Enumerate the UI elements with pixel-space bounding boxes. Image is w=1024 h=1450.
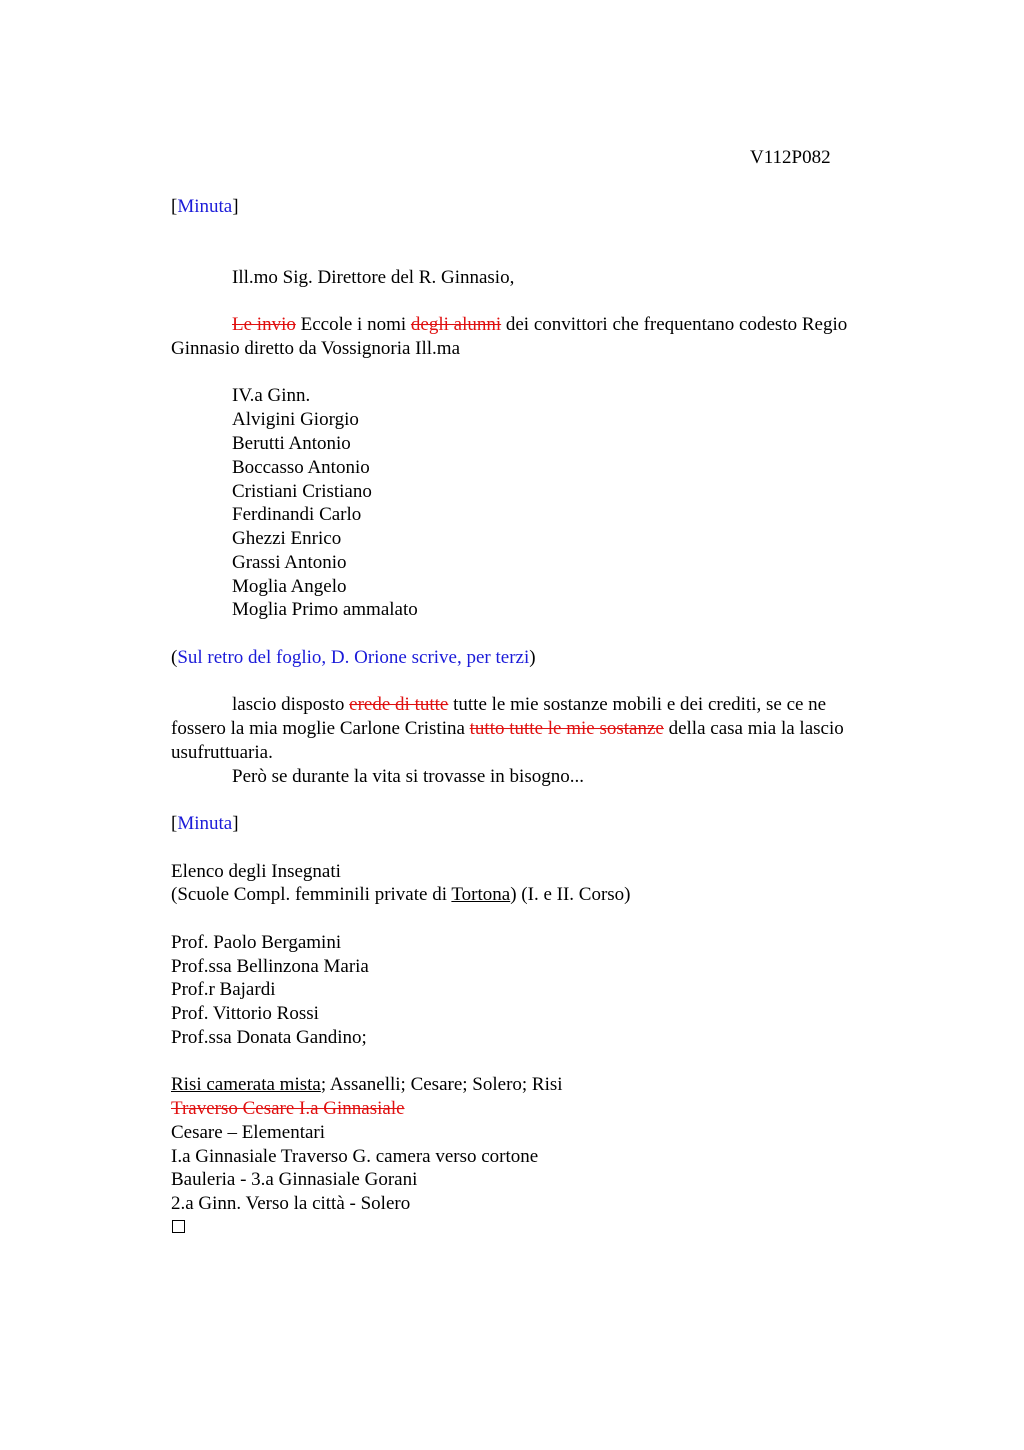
rooms-line-1: [171, 1073, 563, 1097]
student-name: Alvigini Giorgio: [232, 409, 359, 430]
deleted-text: Le invio: [232, 314, 296, 335]
rooms-line-4: I.a Ginnasiale Traverso G. camera verso cortone: [171, 1146, 539, 1167]
teacher-name: Prof.ssa Donata Gandino;: [171, 1027, 367, 1048]
square-icon: [172, 1220, 185, 1233]
text: lascio disposto: [232, 694, 350, 715]
student-name: Moglia Angelo: [232, 576, 347, 597]
underlined-text: Risi camerata mista: [171, 1074, 321, 1095]
minuta-label: Minuta: [177, 196, 233, 217]
student-name: Berutti Antonio: [232, 433, 351, 454]
salutation: Ill.mo Sig. Direttore del R. Ginnasio,: [232, 267, 515, 288]
bracket-close: ]: [232, 196, 239, 217]
paren-open: (: [171, 647, 178, 668]
text: fossero la mia moglie Carlone Cristina: [171, 718, 470, 739]
paragraph-1-line-2: Ginnasio diretto da Vossignoria Ill.ma: [171, 338, 461, 359]
minuta-tag-2: [171, 812, 239, 836]
teacher-name: Prof. Paolo Bergamini: [171, 932, 342, 953]
student-name: Ferdinandi Carlo: [232, 504, 362, 525]
class-heading: IV.a Ginn.: [232, 385, 311, 406]
bracket-open: [: [171, 196, 178, 217]
student-name: Ghezzi Enrico: [232, 528, 342, 549]
minuta-label: Minuta: [177, 813, 233, 834]
paren-close: ): [529, 647, 536, 668]
rooms-line-2: [171, 1097, 405, 1121]
retro-note-text: Sul retro del foglio, D. Orione scrive, per terzi: [177, 647, 530, 668]
text: dei convittori che frequentano codesto Regio: [501, 314, 848, 335]
student-name: Grassi Antonio: [232, 552, 347, 573]
paragraph-2-line-2: [171, 717, 844, 741]
underlined-text: Tortona: [451, 884, 511, 905]
teacher-name: Prof. Vittorio Rossi: [171, 1003, 319, 1024]
rooms-line-6: 2.a Ginn. Verso la città - Solero: [171, 1193, 411, 1214]
teachers-subtitle: [171, 883, 631, 907]
paragraph-2-line-1: [232, 693, 826, 717]
paragraph-2-line-3: usufruttuaria.: [171, 742, 273, 763]
deleted-text: tutto tutte le mie sostanze: [469, 718, 664, 739]
bracket-open: [: [171, 813, 178, 834]
text: della casa mia la lascio: [663, 718, 844, 739]
paragraph-1-line-1: [232, 313, 847, 337]
minuta-tag-1: [171, 195, 239, 219]
text: Eccole i nomi: [295, 314, 411, 335]
teacher-name: Prof.ssa Bellinzona Maria: [171, 956, 369, 977]
rooms-line-3: Cesare – Elementari: [171, 1122, 326, 1143]
text: ; Assanelli; Cesare; Solero; Risi: [320, 1074, 563, 1095]
deleted-text: degli alunni: [410, 314, 502, 335]
teacher-name: Prof.r Bajardi: [171, 979, 276, 1000]
bracket-close: ]: [232, 813, 239, 834]
retro-note: [171, 646, 536, 670]
text: ) (I. e II. Corso): [510, 884, 631, 905]
teachers-title: Elenco degli Insegnati: [171, 861, 341, 882]
text: (Scuole Compl. femminili private di: [171, 884, 452, 905]
paragraph-2-line-4: Però se durante la vita si trovasse in bisogno...: [232, 766, 584, 787]
student-name: Cristiani Cristiano: [232, 481, 372, 502]
empty-box-icon: [172, 1214, 185, 1238]
text: tutte le mie sostanze mobili e dei crediti, se ce ne: [448, 694, 827, 715]
student-name: Boccasso Antonio: [232, 457, 370, 478]
document-code: V112P082: [750, 147, 831, 168]
rooms-line-5: Bauleria - 3.a Ginnasiale Gorani: [171, 1169, 418, 1190]
student-name: Moglia Primo ammalato: [232, 599, 418, 620]
deleted-text: erede di tutte: [349, 694, 449, 715]
deleted-text: Traverso Cesare I.a Ginnasiale: [171, 1098, 405, 1119]
